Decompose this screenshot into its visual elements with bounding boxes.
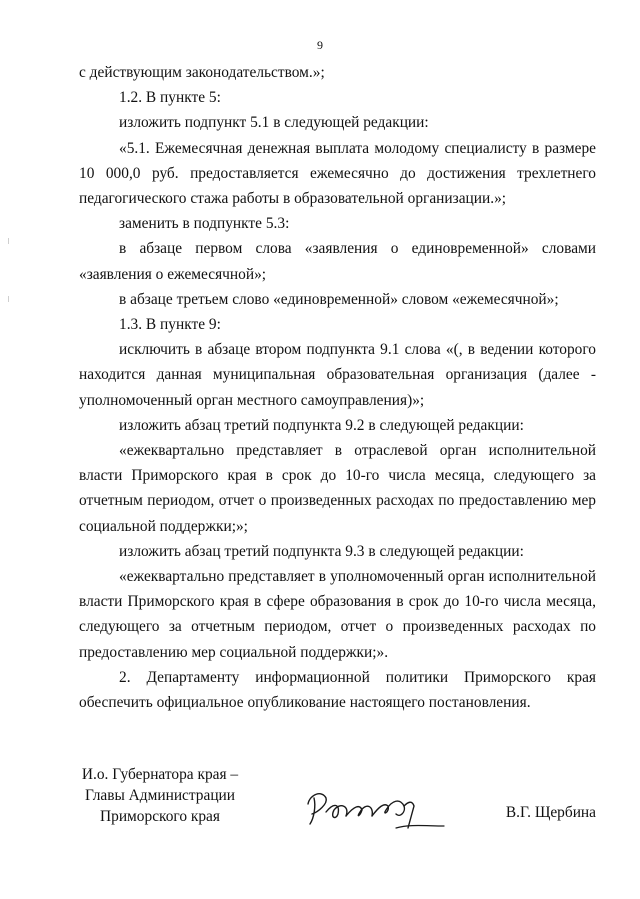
paragraph-clause-2: 2. Департаменту информационной политики Приморского края обеспечить официальное опубликование настоящего постановления. bbox=[79, 668, 596, 712]
margin-mark bbox=[8, 296, 9, 302]
paragraph-quoted-text: «5.1. Ежемесячная денежная выплата молодому специалисту в размере 10 000,0 руб. предоставляется ежемесячно до достижения трехлетнего педагогического стажа работы в образовательной организации.»; bbox=[79, 139, 596, 208]
paragraph-instruction: в абзаце третьем слово «единовременной» словом «ежемесячной»; bbox=[119, 290, 559, 308]
signatory-title-line: Приморского края bbox=[100, 808, 220, 825]
margin-mark bbox=[8, 238, 9, 244]
paragraph-instruction: изложить абзац третий подпункта 9.3 в следующей редакции: bbox=[119, 542, 524, 560]
signatory-title-line: И.о. Губернатора края – bbox=[81, 766, 239, 783]
paragraph-continuation: с действующим законодательством.»; bbox=[79, 64, 325, 81]
signatory-name: В.Г. Щербина bbox=[505, 804, 596, 821]
document-body bbox=[79, 60, 596, 715]
paragraph-instruction: изложить подпункт 5.1 в следующей редакции: bbox=[119, 114, 429, 132]
paragraph-instruction: изложить абзац третий подпункта 9.2 в следующей редакции: bbox=[119, 416, 524, 434]
paragraph-instruction: исключить в абзаце втором подпункта 9.1 слова «(, в ведении которого находится данная муниципальная образовательная организация (далее - уполномоченный орган местного самоуправления)»; bbox=[79, 341, 596, 409]
signatory-title-line: Главы Администрации bbox=[84, 787, 236, 804]
page-number: 9 bbox=[317, 38, 323, 52]
paragraph-quoted-text: «ежеквартально представляет в уполномоченный орган исполнительной власти Приморского края в сфере образования в срок до 10-го числа месяца, следующего за отчетным периодом, отчет о произведенных расходах по предоставлению мер социальной поддержки;». bbox=[79, 568, 596, 661]
signatory-title bbox=[72, 764, 248, 827]
paragraph-clause-1-3: 1.3. В пункте 9: bbox=[119, 316, 221, 334]
paragraph-clause-1-2: 1.2. В пункте 5: bbox=[119, 89, 221, 107]
handwritten-signature bbox=[300, 776, 450, 836]
paragraph-instruction: заменить в подпункте 5.3: bbox=[119, 215, 290, 233]
paragraph-instruction: в абзаце первом слова «заявления о единовременной» словами «заявления о ежемесячной»; bbox=[79, 240, 596, 283]
paragraph-quoted-text: «ежеквартально представляет в отраслевой орган исполнительной власти Приморского края в срок до 10-го числа месяца, следующего за отчетным периодом, отчет о произведенных расходах по предоставлению мер социальной поддержки;»; bbox=[79, 442, 596, 535]
